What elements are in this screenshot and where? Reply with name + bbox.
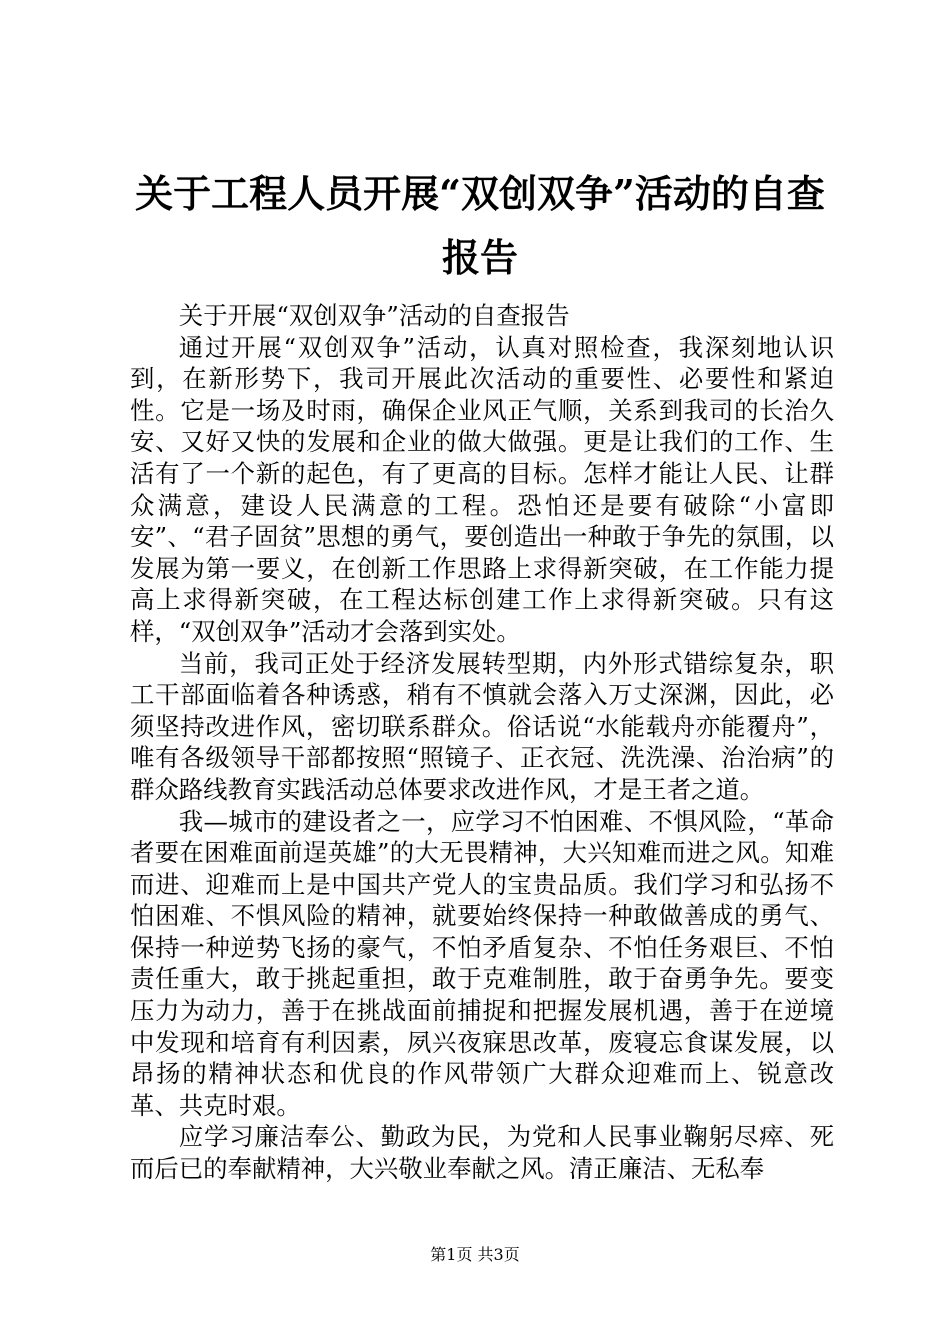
paragraph: 我—城市的建设者之一，应学习不怕困难、不惧风险，“革命者要在困难面前逞英雄”的大无畏精神，大兴知难而进之风。知难而进、迎难而上是中国共产党人的宝贵品质。我们学习和弘扬不怕困难、不惧风险的精神，就要始终保持一种敢做善成的勇气、保持一种逆势飞扬的豪气，不怕矛盾复杂、不怕任务艰巨、不怕责任重大，敢于挑起重担，敢于克难制胜，敢于奋勇争先。要变压力为动力，善于在挑战面前捕捉和把握发展机遇，善于在逆境中发现和培育有利因素，夙兴夜寐思改革，废寝忘食谋发展，以昂扬的精神状态和优良的作风带领广大群众迎难而上、锐意改革、共克时艰。 bbox=[130, 806, 834, 1120]
paragraph: 当前，我司正处于经济发展转型期，内外形式错综复杂，职工干部面临着各种诱惑，稍有不慎就会落入万丈深渊，因此，必须坚持改进作风，密切联系群众。俗话说“水能载舟亦能覆舟”，唯有各级领导干部都按照“照镜子、正衣冠、洗洗澡、治治病”的群众路线教育实践活动总体要求改进作风，才是王者之道。 bbox=[130, 648, 834, 804]
subtitle-paragraph: 关于开展“双创双争”活动的自查报告 bbox=[178, 301, 570, 330]
document-body bbox=[130, 300, 834, 1185]
document-title: 关于工程人员开展“双创双争”活动的自查报告 bbox=[135, 171, 825, 280]
paragraph: 应学习廉洁奉公、勤政为民，为党和人民事业鞠躬尽瘁、死而后已的奉献精神，大兴敬业奉献之风。清正廉洁、无私奉 bbox=[130, 1122, 834, 1184]
page-footer: 第1页 共3页 bbox=[430, 1245, 520, 1264]
paragraph: 通过开展“双创双争”活动，认真对照检查，我深刻地认识到，在新形势下，我司开展此次活动的重要性、必要性和紧迫性。它是一场及时雨，确保企业风正气顺，关系到我司的长治久安、又好又快的发展和企业的做大做强。更是让我们的工作、生活有了一个新的起色，有了更高的目标。怎样才能让人民、让群众满意，建设人民满意的工程。恐怕还是要有破除“小富即安”、“君子固贫”思想的勇气，要创造出一种敢于争先的氛围，以发展为第一要义，在创新工作思路上求得新突破，在工作能力提高上求得新突破，在工程达标创建工作上求得新突破。只有这样，“双创双争”活动才会落到实处。 bbox=[130, 332, 834, 646]
